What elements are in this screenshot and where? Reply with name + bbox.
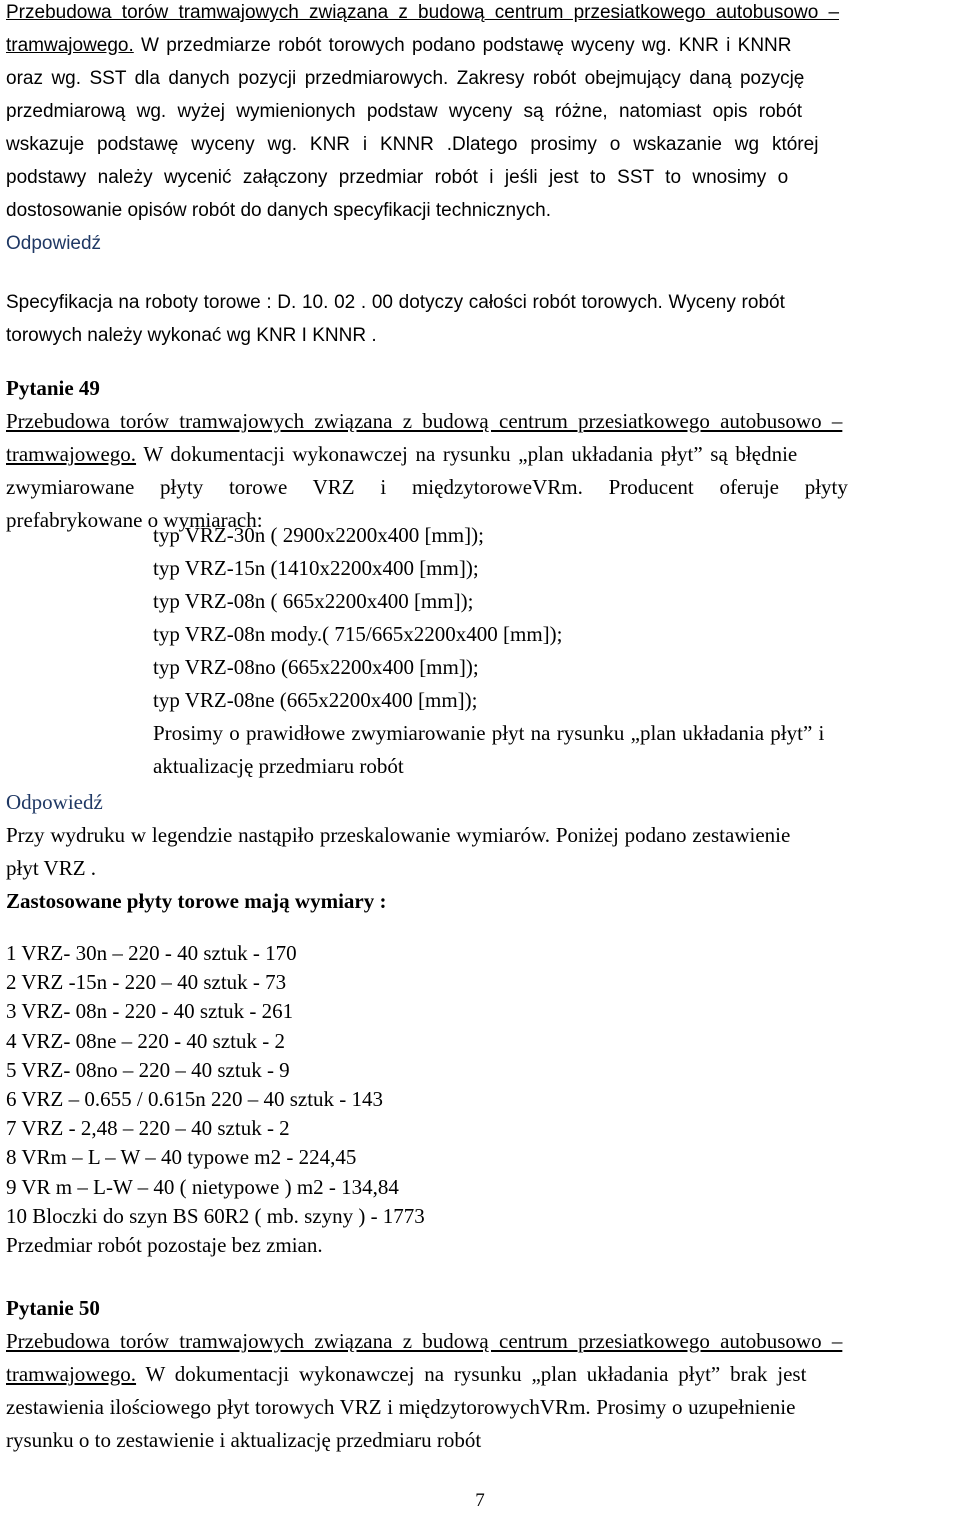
project-title-cont: tramwajowego. [6, 35, 134, 56]
project-title: Przebudowa torów tramwajowych związana z budową centrum przesiatkowego autobusowo – [6, 409, 843, 433]
question-line: tramwajowego. W dokumentacji wykonawczej na rysunku „plan układania płyt” brak jest [6, 1362, 807, 1386]
question-48-text [6, 0, 956, 260]
question-50-heading: Pytanie 50 [6, 1296, 100, 1320]
plate-type-item: typ VRZ-08ne (665x2200x400 [mm]); [153, 688, 478, 712]
project-title-cont: tramwajowego. [6, 1362, 137, 1386]
answer-line: płyt VRZ . [6, 856, 97, 880]
question-line: tramwajowego. W przedmiarze robót torowych podano podstawę wyceny wg. KNR i KNNR [6, 35, 792, 56]
closing-note: Przedmiar robót pozostaje bez zmian. [6, 1233, 323, 1258]
request-line: aktualizację przedmiaru robót [153, 754, 404, 778]
question-line: prefabrykowane o wymiarach: [6, 508, 263, 532]
answer-48-text [6, 286, 956, 352]
plate-type-item: typ VRZ-15n (1410x2200x400 [mm]); [153, 556, 479, 580]
answer-49 [6, 786, 956, 918]
plate-type-item: typ VRZ-30n ( 2900x2200x400 [mm]); [153, 523, 484, 547]
project-title-cont: tramwajowego. [6, 442, 137, 466]
question-line: zwymiarowane płyty torowe VRZ i międzytoroweVRm. Producent oferuje płyty [6, 475, 848, 499]
list-item: 8 VRm – L – W – 40 typowe m2 - 224,45 [6, 1145, 357, 1170]
plate-type-item: typ VRZ-08n ( 665x2200x400 [mm]); [153, 589, 474, 613]
plate-type-item: typ VRZ-08n mody.( 715/665x2200x400 [mm]); [153, 622, 563, 646]
list-item: 7 VRZ - 2,48 – 220 – 40 sztuk - 2 [6, 1116, 290, 1141]
project-title: Przebudowa torów tramwajowych związana z budową centrum przesiatkowego autobusowo – [6, 2, 840, 23]
answer-line: Specyfikacja na roboty torowe : D. 10. 02 . 00 dotyczy całości robót torowych. Wyceny robót [6, 292, 785, 313]
answer-label-48: Odpowiedź [6, 233, 102, 254]
answer-line: torowych należy wykonać wg KNR I KNNR . [6, 325, 377, 346]
question-line: podstawy należy wycenić załączony przedmiar robót i jeśli jest to SST to wnosimy o [6, 167, 789, 188]
list-item: 5 VRZ- 08no – 220 – 40 sztuk - 9 [6, 1057, 290, 1082]
page-number: 7 [475, 1490, 485, 1511]
list-item: 3 VRZ- 08n - 220 - 40 sztuk - 261 [6, 999, 294, 1024]
question-line: przedmiarową wg. wyżej wymienionych podstaw wyceny są różne, natomiast opis robót [6, 101, 803, 122]
list-item: 4 VRZ- 08ne – 220 - 40 sztuk - 2 [6, 1028, 285, 1053]
question-50 [6, 1292, 956, 1457]
question-line [6, 0, 956, 29]
list-item: 2 VRZ -15n - 220 – 40 sztuk - 73 [6, 970, 287, 995]
list-item: 9 VR m – L-W – 40 ( nietypowe ) m2 - 134,84 [6, 1174, 399, 1199]
question-line: wskazuje podstawę wyceny wg. KNR i KNNR .Dlatego prosimy o wskazanie wg której [6, 134, 819, 155]
question-line: oraz wg. SST dla danych pozycji przedmiarowych. Zakresy robót obejmujący daną pozycję [6, 68, 805, 89]
question-49 [6, 372, 956, 537]
list-item: 1 VRZ- 30n – 220 - 40 sztuk - 170 [6, 941, 297, 965]
question-line: zestawienia ilościowego płyt torowych VRZ i międzytorowychVRm. Prosimy o uzupełnienie [6, 1395, 796, 1419]
question-line [6, 405, 956, 438]
question-line: tramwajowego. W dokumentacji wykonawczej na rysunku „plan układania płyt” są błędnie [6, 442, 798, 466]
question-line [6, 1325, 956, 1358]
dimensions-heading: Zastosowane płyty torowe mają wymiary : [6, 889, 387, 913]
project-title: Przebudowa torów tramwajowych związana z budową centrum przesiatkowego autobusowo – [6, 1329, 843, 1353]
list-item: 10 Bloczki do szyn BS 60R2 ( mb. szyny ) - 1773 [6, 1203, 425, 1228]
question-49-heading: Pytanie 49 [6, 376, 100, 400]
request-line: Prosimy o prawidłowe zwymiarowanie płyt na rysunku „plan układania płyt” i [153, 721, 825, 745]
plate-types-list [153, 519, 956, 783]
question-line: rysunku o to zestawienie i aktualizację przedmiaru robót [6, 1428, 482, 1452]
answer-label-49: Odpowiedź [6, 790, 103, 814]
answer-line: Przy wydruku w legendzie nastąpiło przeskalowanie wymiarów. Poniżej podano zestawienie [6, 823, 791, 847]
plate-type-item: typ VRZ-08no (665x2200x400 [mm]); [153, 655, 479, 679]
question-line: dostosowanie opisów robót do danych specyfikacji technicznych. [6, 200, 551, 221]
plate-dimensions-list [6, 939, 956, 1260]
list-item: 6 VRZ – 0.655 / 0.615n 220 – 40 sztuk - 143 [6, 1087, 384, 1112]
